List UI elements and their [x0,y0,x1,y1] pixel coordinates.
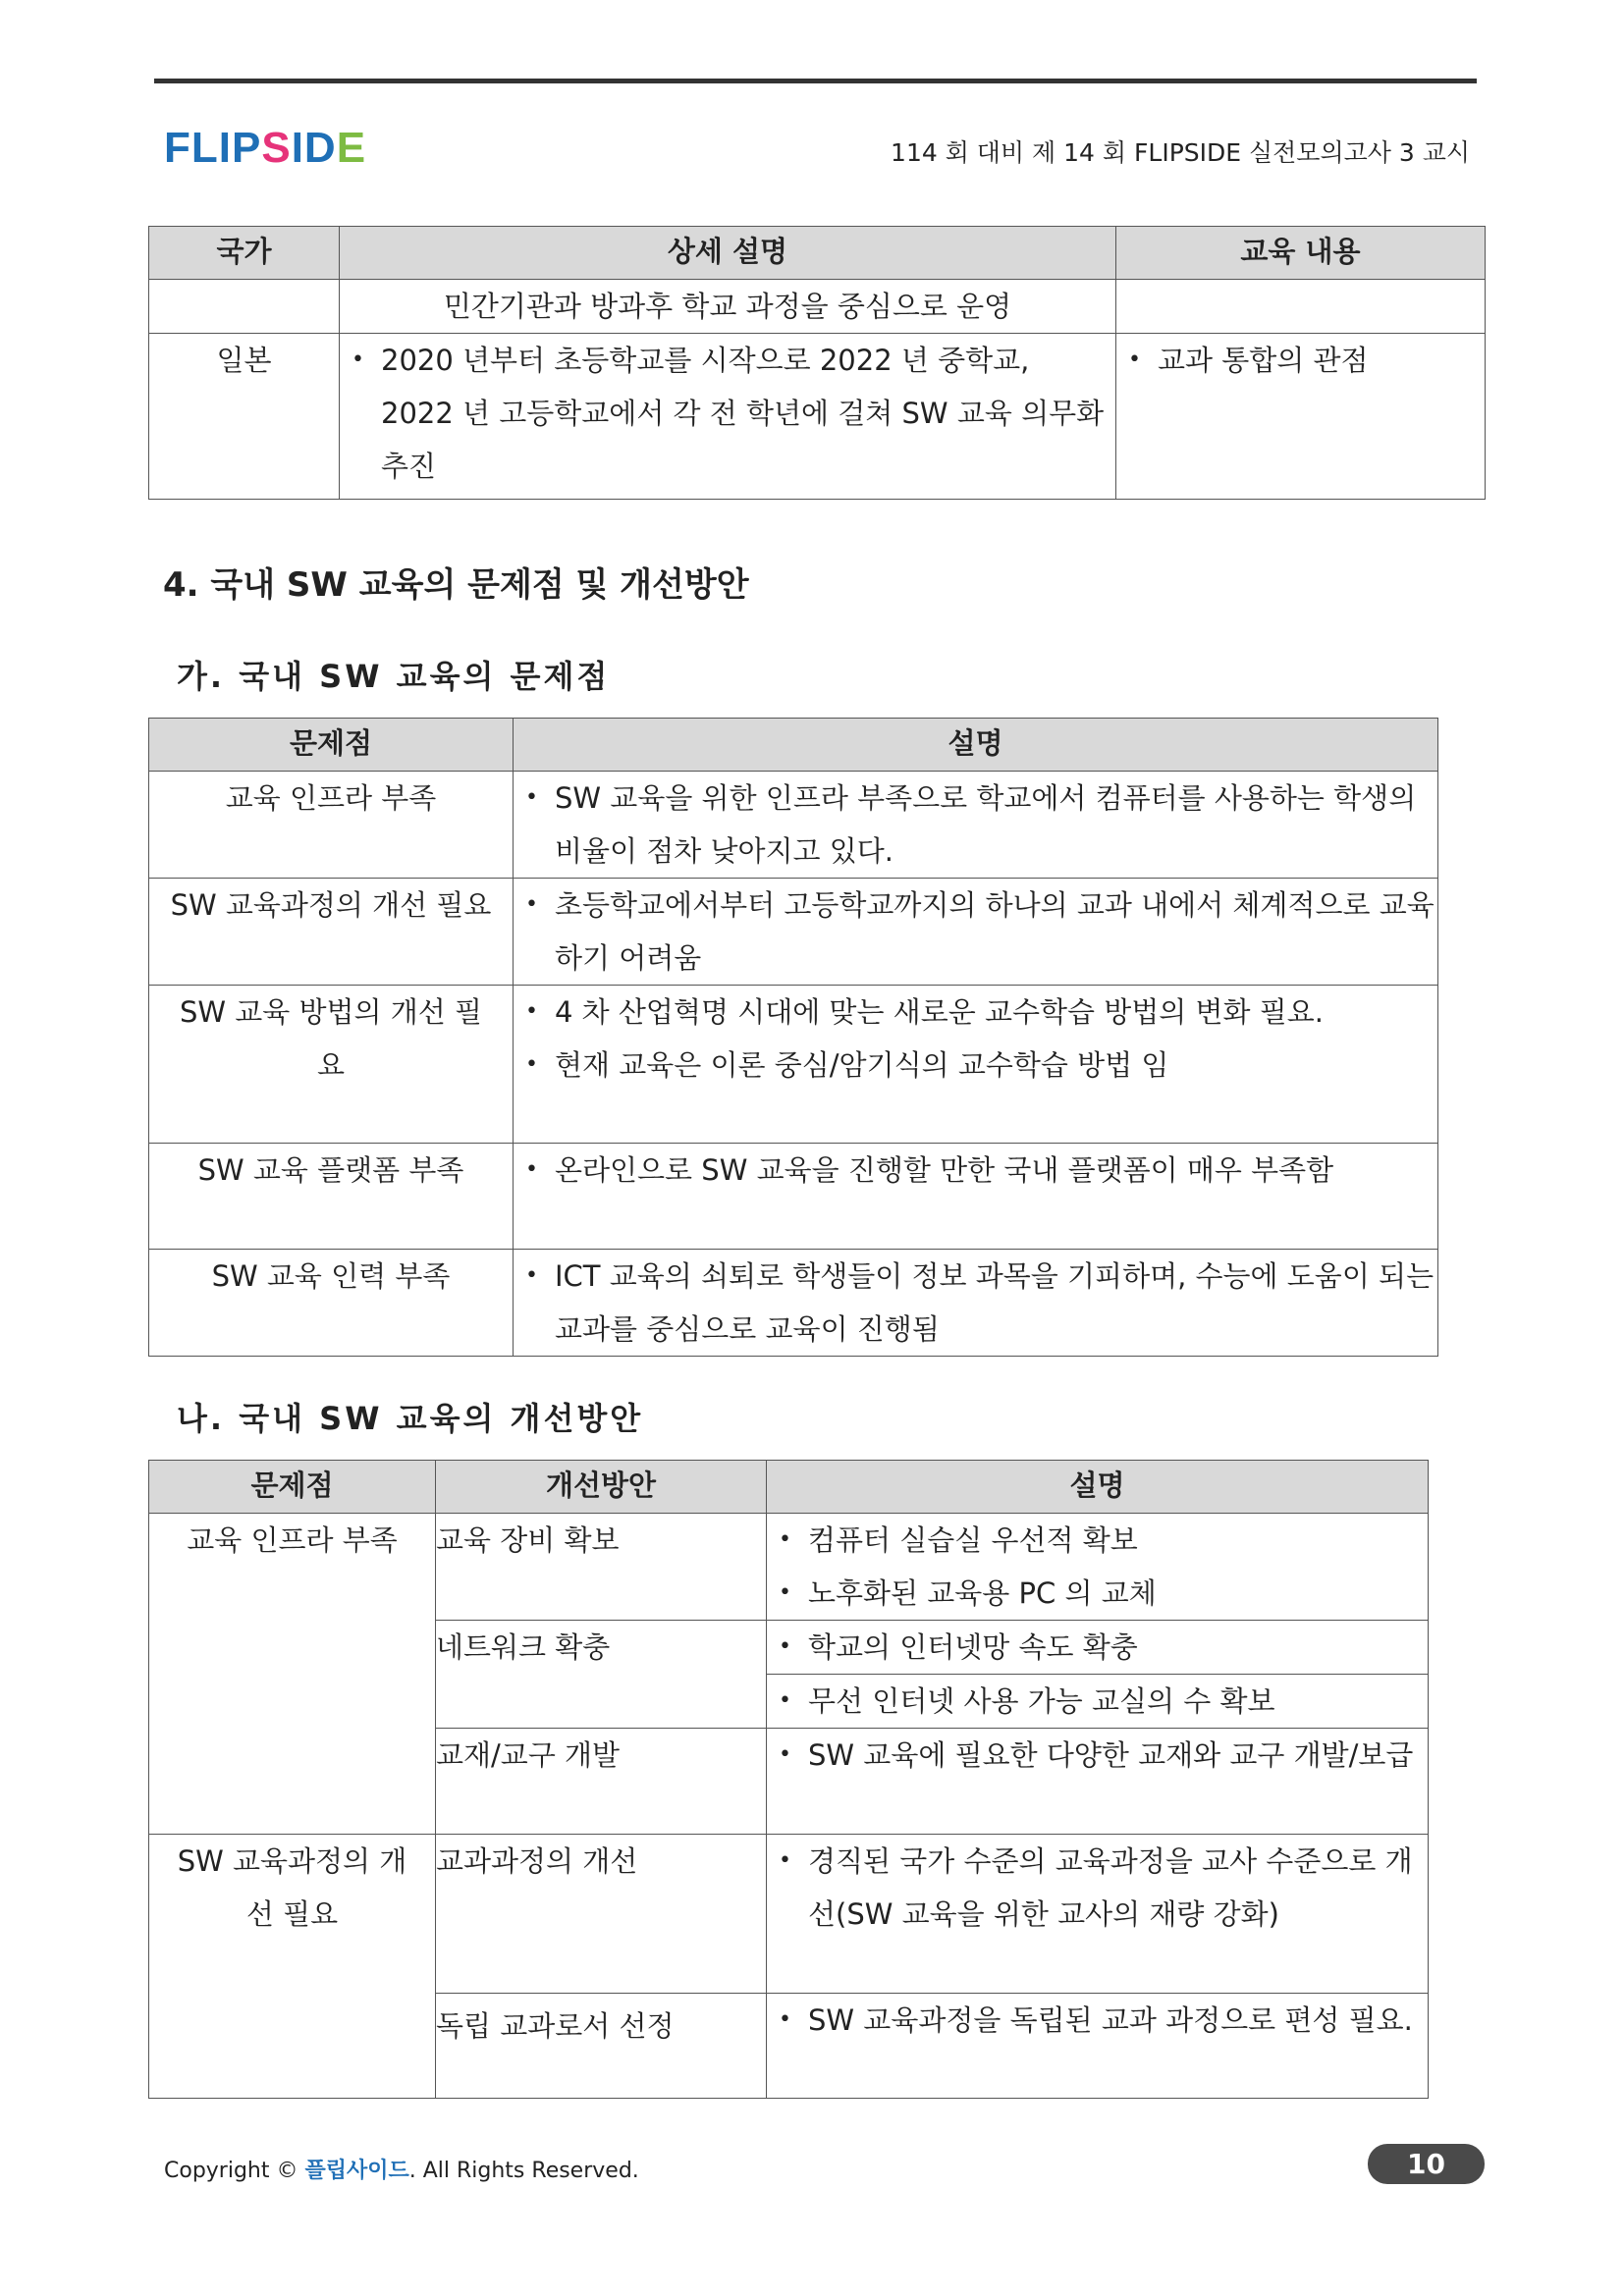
header-rule [154,79,1477,83]
copyright-text: . All Rights Reserved. [408,2159,639,2183]
col-header: 국가 [149,227,340,280]
table-cell: 독립 교과로서 선정 [436,1994,767,2099]
copyright [164,2154,639,2184]
bullet-item: • 학교의 인터넷망 속도 확충 [767,1621,1428,1674]
col-header: 상세 설명 [340,227,1116,280]
table-cell: 교육 인프라 부족 [149,772,514,879]
problems-table [148,718,1438,1357]
improvements-table [148,1460,1429,2099]
bullet-item: • 현재 교육은 이론 중심/암기식의 교수학습 방법 임 [514,1039,1437,1092]
flipside-logo: FLIPSIDE [164,124,367,172]
bullet-item: • 교과 통합의 관점 [1116,334,1485,387]
table-cell: SW 교육 인력 부족 [149,1250,514,1357]
table-row [149,772,1438,879]
table-cell: 교과과정의 개선 [436,1835,767,1994]
table-cell: 교육 인프라 부족 [149,1514,436,1835]
bullet-item: • SW 교육을 위한 인프라 부족으로 학교에서 컴퓨터를 사용하는 학생의 비율이 점차 낮아지고 있다. [514,772,1437,878]
bullet-item: • 온라인으로 SW 교육을 진행할 만한 국내 플랫폼이 매우 부족함 [514,1144,1437,1197]
col-header: 문제점 [149,719,514,772]
table-cell: 교육 장비 확보 [436,1514,767,1621]
page-number: 10 [1368,2144,1485,2184]
table-row [149,1144,1438,1250]
bullet-item: • 초등학교에서부터 고등학교까지의 하나의 교과 내에서 체계적으로 교육하기 어려움 [514,879,1437,985]
table-cell: SW 교육 플랫폼 부족 [149,1144,514,1250]
subsection-heading: 나. 국내 SW 교육의 개선방안 [177,1400,644,1437]
table-cell: 네트워크 확충 [436,1621,767,1729]
section-heading: 4. 국내 SW 교육의 문제점 및 개선방안 [163,565,749,605]
brand-name: 플립사이드 [304,2159,409,2183]
col-header: 문제점 [149,1461,436,1514]
bullet-item: • SW 교육에 필요한 다양한 교재와 교구 개발/보급 [767,1729,1428,1782]
bullet-item: • 4 차 산업혁명 시대에 맞는 새로운 교수학습 방법의 변화 필요. [514,986,1437,1039]
table-row [149,879,1438,986]
col-header: 개선방안 [436,1461,767,1514]
bullet-item: • SW 교육과정을 독립된 교과 과정으로 편성 필요. [767,1994,1428,2047]
bullet-item: • 2020 년부터 초등학교를 시작으로 2022 년 중학교, 2022 년 고등학교에서 각 전 학년에 걸쳐 SW 교육 의무화 추진 [340,334,1106,493]
bullet-item: • 노후화된 교육용 PC 의 교체 [767,1567,1428,1620]
table-cell: 민간기관과 방과후 학교 과정을 중심으로 운영 [340,280,1116,334]
table-cell: 일본 [149,334,340,500]
bullet-item: • 무선 인터넷 사용 가능 교실의 수 확보 [767,1675,1428,1728]
bullet-item: • 경직된 국가 수준의 교육과정을 교사 수준으로 개선(SW 교육을 위한 교사의 재량 강화) [767,1835,1428,1941]
table-row [149,986,1438,1144]
table-cell: SW 교육 방법의 개선 필요 [149,986,514,1144]
col-header: 설명 [767,1461,1429,1514]
col-header: 설명 [514,719,1438,772]
country-table [148,226,1486,500]
col-header: 교육 내용 [1116,227,1486,280]
bullet-item: • 컴퓨터 실습실 우선적 확보 [767,1514,1428,1567]
exam-title: 114 회 대비 제 14 회 FLIPSIDE 실전모의고사 3 교시 [891,138,1470,167]
table-cell: SW 교육과정의 개선 필요 [149,879,514,986]
table-cell: SW 교육과정의 개선 필요 [149,1835,436,2099]
table-row [149,1250,1438,1357]
subsection-heading: 가. 국내 SW 교육의 문제점 [177,658,611,695]
bullet-item: • ICT 교육의 쇠퇴로 학생들이 정보 과목을 기피하며, 수능에 도움이 되는 교과를 중심으로 교육이 진행됨 [514,1250,1437,1356]
copyright-text: Copyright © [164,2159,305,2183]
table-cell: 교재/교구 개발 [436,1729,767,1835]
